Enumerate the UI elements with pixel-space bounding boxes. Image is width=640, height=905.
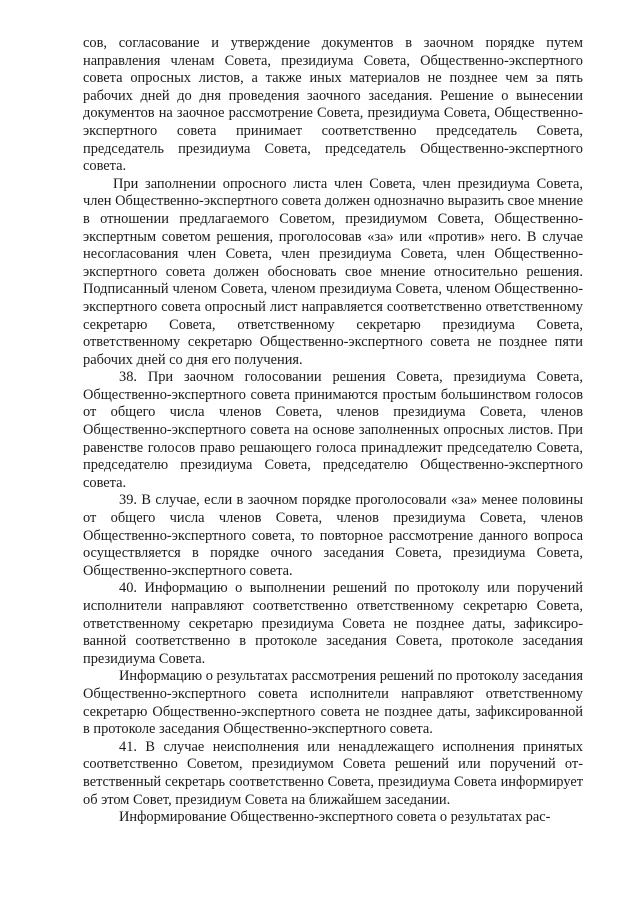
document-page	[83, 35, 583, 827]
paragraph-item-40: 40. Информацию о выполнении решений по протоколу или поручений исполнители направляют соответственно ответственному секретарю Совета, ответственному секретарю президиума Совета не позднее даты, зафиксированной соответственно в протоколе заседания Совета, протоколе заседания президиума Совета.	[83, 580, 583, 667]
paragraph-informing: Информирование Общественно-экспертного совета о результатах рас-	[119, 809, 551, 826]
paragraph-item-38: 38. При заочном голосовании решения Совета, президиума Совета, Общественно-экспертного совета принимаются простым большинством голосов от общего числа членов Совета, членов президиума Совета, членов Общественно-экспертного совета на основе заполненных опросных листов. При равенстве голосов право решающего голоса принадлежит председателю Совета, председателю президиума Совета, председателю Общественно-экспертного совета.	[83, 369, 583, 491]
paragraph-item-41: 41. В случае неисполнения или ненадлежащего исполнения принятых соответственно Советом, президиумом Совета решений или поручений ответственный секретарь соответственно Совета, президиума Совета информирует об этом Совет, президиум Совета на ближайшем заседании.	[83, 738, 583, 808]
paragraph-item-39: 39. В случае, если в заочном порядке проголосовали «за» менее половины от общего числа членов Совета, членов президиума Совета, членов Общественно-экспертного совета, то повторное рассмотрение данного вопроса осуществляется в порядке очного заседания Совета, президиума Совета, Общественно-экспертного совета.	[83, 492, 583, 579]
paragraph-questionnaire: При заполнении опросного листа член Совета, член президиума Совета, член Общественно-экспертного совета должен однозначно выразить свое мнение в отношении предлагаемого Советом, президиумом Совета, Общественно-экспертным советом решения, проголосовав «за» или «против» него. В случае несогласования член Совета, член президиума Совета, член Общественно-экспертного совета должен обосновать свое мнение относительно решения. Подписанный членом Совета, членом президиума Совета, членом Общественно-экспертного совета опросный лист направляется соответственно ответственному секретарю Совета, ответственному секретарю президиума Совета, ответственному секретарю Общественно-экспертного совета не позднее пяти рабочих дней со дня его получения.	[83, 175, 583, 368]
paragraph-continuation: сов, согласование и утверждение документов в заочном порядке путем направления членам Совета, президиума Совета, Общественно-экспертного совета опросных листов, а также иных материалов не позднее чем за пять рабочих дней до дня проведения заочного заседания. Решение о вынесении документов на заочное рассмотрение Совета, президиума Совета, Общественно-экспертного совета принимает соответственно председатель Совета, председатель президиума Совета, председатель Общественно-экспертного совета.	[83, 35, 583, 175]
paragraph-results-info: Информацию о результатах рассмотрения решений по протоколу заседания Общественно-экспертного совета исполнители направляют ответственному секретарю Общественно-экспертного совета не позднее даты, зафиксированной в протоколе заседания Общественно-экспертного совета.	[83, 668, 583, 738]
